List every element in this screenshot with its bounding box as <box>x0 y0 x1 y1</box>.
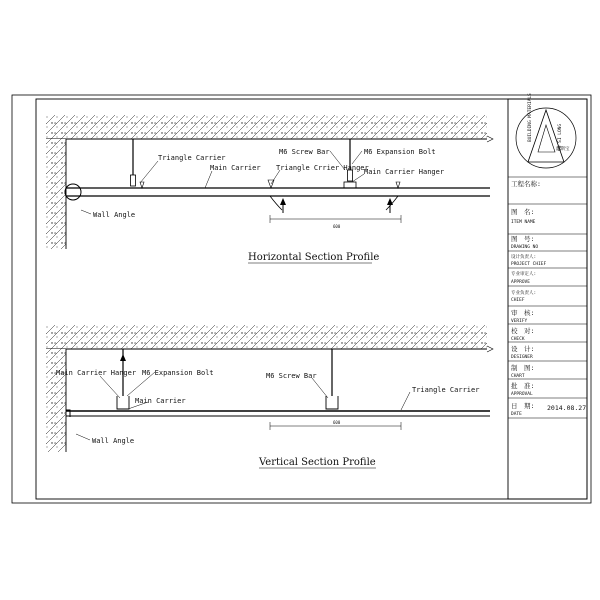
label-main-carrier-hanger-v: Main Carrier Hanger <box>56 369 137 377</box>
tb-approval-cn: 批 准: <box>511 382 535 390</box>
label-wall-angle-v: Wall Angle <box>92 437 135 445</box>
tb-designer-en: DESIGNER <box>511 355 533 360</box>
label-main-carrier-hanger-h: Main Carrier Hanger <box>364 168 445 176</box>
ceiling-slab-vertical <box>46 325 487 349</box>
label-m6-expansion-bolt-v: M6 Expansion Bolt <box>142 369 214 377</box>
dimension-label-vertical: 600 <box>333 420 341 425</box>
tb-verify-cn: 审 核: <box>511 309 535 317</box>
title-vertical-section: Vertical Section Profile <box>259 457 376 468</box>
title-horizontal-section: Horizontal Section Profile <box>248 252 380 263</box>
label-triangle-carrier-h: Triangle Carrier <box>158 154 226 162</box>
tb-drawing-no-en: DRAWING NO <box>511 245 539 250</box>
side-wall-vertical <box>46 349 66 452</box>
tb-approval-en: APPROVAL <box>511 392 533 397</box>
logo-text-cn: 澳斯宝 <box>556 147 570 152</box>
tb-verify-en: VERIFY <box>511 319 528 324</box>
tb-check-cn: 校 对: <box>511 327 535 335</box>
tb-chief-en: CHIEF <box>511 298 525 303</box>
label-triangle-carrier-hanger-h: Triangle Crrier Hanger <box>276 164 369 172</box>
tb-chart-cn: 制 图: <box>511 364 535 372</box>
tb-chief-cn: 专业负责人: <box>511 291 537 296</box>
dimension-label-horizontal: 600 <box>333 224 341 229</box>
tb-approve-cn: 专业审定人: <box>511 272 537 277</box>
label-m6-screw-bar-h: M6 Screw Bar <box>279 148 330 156</box>
tb-item-name-cn: 图 名: <box>511 208 535 216</box>
tb-date-en: DATE <box>511 412 522 417</box>
label-main-carrier-v: Main Carrier <box>135 397 186 405</box>
company-logo <box>516 93 576 168</box>
tb-date-cn: 日 期: <box>511 402 535 410</box>
tb-date-value: 2014.08.27 <box>547 404 587 412</box>
tb-approve-en: APPROVE <box>511 280 530 285</box>
tb-chart-en: CHART <box>511 374 525 379</box>
wall-angle-shape-horizontal <box>65 184 81 200</box>
tb-project-label: 工程名称: <box>511 180 541 188</box>
label-main-carrier-h: Main Carrier <box>210 164 261 172</box>
vertical-section <box>46 325 493 468</box>
horizontal-section <box>46 115 493 263</box>
tb-project-chief-en: PROJECT CHIEF <box>511 262 547 267</box>
tb-designer-cn: 设 计: <box>511 345 535 353</box>
tb-check-en: CHECK <box>511 337 525 342</box>
title-block <box>508 93 587 499</box>
label-m6-expansion-bolt-h: M6 Expansion Bolt <box>364 148 436 156</box>
logo-text-en: OU SI LONG <box>558 123 563 151</box>
label-triangle-carrier-v: Triangle Carrier <box>412 386 480 394</box>
side-wall-horizontal <box>46 139 66 249</box>
label-wall-angle-h: Wall Angle <box>93 211 136 219</box>
tb-project-chief-cn: 设计负责人: <box>511 255 537 260</box>
tb-drawing-no-cn: 图 号: <box>511 235 535 243</box>
tb-item-name-en: ITEM NAME <box>511 220 536 225</box>
logo-text-side: BUILDING MATERIALS <box>528 93 533 142</box>
ceiling-slab-horizontal <box>46 115 487 139</box>
label-m6-screw-bar-v: M6 Screw Bar <box>266 372 317 380</box>
